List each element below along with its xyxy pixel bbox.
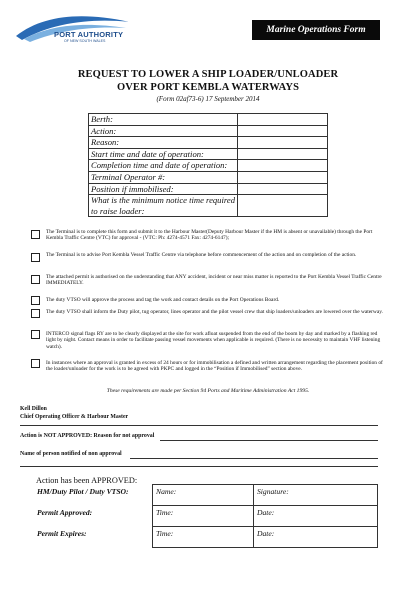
condition-text-7: In instances where an approval is granted in excess of 24 hours or for immobilisation a defined and written arrangement regarding the placement position of the loader/unloader for the work is to be agreed with PKPC and logged in the “Position if Immobilised” section above. bbox=[46, 360, 383, 373]
field-label-start: Start time and date of operation: bbox=[89, 148, 238, 160]
approval-label-permit-approved: Permit Approved: bbox=[37, 507, 93, 517]
approval-label-permit-expires: Permit Expires: bbox=[37, 528, 87, 538]
section-divider-2 bbox=[20, 466, 378, 467]
field-value-notice-time[interactable] bbox=[238, 195, 328, 217]
request-details-table bbox=[88, 113, 328, 217]
condition-text-2: The Terminal is to advise Port Kembla Vessel Traffic Centre via telephone before commencement of the action and on completion of the action. bbox=[46, 252, 357, 258]
permit-expires-time-field[interactable]: Time: bbox=[153, 527, 254, 548]
condition-text-6: INTERCO signal flags RY are to be clearly displayed at the site for work afloat suspended from the end of the boom by day and marked by a flashing red light by night. Contact means in order to facilitate passing vessel movements when applicable is required. (There is no necessity to maintain VHF listening watch). bbox=[46, 331, 381, 350]
page-title-line1: REQUEST TO LOWER A SHIP LOADER/UNLOADER bbox=[77, 69, 339, 80]
legal-note: These requirements are made per Section 94 Ports and Maritime Administration Act 1995. bbox=[106, 388, 310, 394]
field-value-berth[interactable] bbox=[238, 114, 328, 126]
notified-person-label: Name of person notified of non approval bbox=[20, 451, 122, 457]
condition-checkbox-7[interactable] bbox=[31, 359, 40, 368]
condition-checkbox-3[interactable] bbox=[31, 275, 40, 284]
approval-title: Action has been APPROVED: bbox=[36, 476, 138, 485]
condition-checkbox-4[interactable] bbox=[31, 296, 40, 305]
permit-approved-time-field[interactable]: Time: bbox=[153, 506, 254, 527]
not-approved-reason-label: Action is NOT APPROVED: Reason for not approval bbox=[20, 433, 155, 439]
approval-label-hm: HM/Duty Pilot / Duty VTSO: bbox=[37, 486, 129, 496]
condition-checkbox-5[interactable] bbox=[31, 309, 40, 318]
signatory-name: Kell Dillon bbox=[20, 406, 47, 412]
field-value-terminal-operator[interactable] bbox=[238, 171, 328, 183]
field-value-reason[interactable] bbox=[238, 137, 328, 149]
field-label-terminal-operator: Terminal Operator #: bbox=[89, 171, 238, 183]
notified-person-line[interactable] bbox=[130, 458, 378, 459]
field-label-reason: Reason: bbox=[89, 137, 238, 149]
condition-text-5: The duty VTSO shall inform the Duty pilot, tug operator, lines operator and the pilot vessel crew that ship loaders/unloaders are lowered over the waterway. bbox=[46, 309, 383, 315]
condition-checkbox-6[interactable] bbox=[31, 330, 40, 339]
permit-expires-date-field[interactable]: Date: bbox=[254, 527, 378, 548]
page-title-line2: OVER PORT KEMBLA WATERWAYS bbox=[116, 82, 300, 93]
section-divider bbox=[20, 425, 378, 426]
condition-checkbox-1[interactable] bbox=[31, 230, 40, 239]
field-label-completion: Completion time and date of operation: bbox=[89, 160, 238, 172]
field-label-notice-time: What is the minimum notice time required to raise loader: bbox=[89, 195, 238, 217]
field-label-berth: Berth: bbox=[89, 114, 238, 126]
approval-signature-field[interactable]: Signature: bbox=[254, 485, 378, 506]
not-approved-reason-line[interactable] bbox=[160, 440, 378, 441]
condition-text-1: The Terminal is to complete this form and submit it to the Harbour Master(Deputy Harbour Master if the HM is absent or unavailable) through the Port Kembla Traffic Centre (VTC) for approval - (VTC: Ph: 4274-4571 Fax: 4274-6147); bbox=[46, 229, 373, 242]
condition-text-3: The attached permit is authorised on the understanding that ANY accident, incident or near miss matter is reported to the Port Kembla Vessel Traffic Centre IMMEDIATELY. bbox=[46, 274, 382, 287]
permit-approved-date-field[interactable]: Date: bbox=[254, 506, 378, 527]
condition-checkbox-2[interactable] bbox=[31, 253, 40, 262]
approval-name-field[interactable]: Name: bbox=[153, 485, 254, 506]
field-value-start[interactable] bbox=[238, 148, 328, 160]
field-label-position: Position if immobilised: bbox=[89, 183, 238, 195]
signatory-role: Chief Operating Officer & Harbour Master bbox=[20, 414, 129, 420]
field-label-action: Action: bbox=[89, 125, 238, 137]
field-value-position[interactable] bbox=[238, 183, 328, 195]
form-subtitle: (Form 02af73-6) 17 September 2014 bbox=[156, 95, 260, 103]
approval-table bbox=[34, 484, 378, 548]
form-type-banner: Marine Operations Form bbox=[252, 20, 380, 40]
logo-tagline: OF NEW SOUTH WALES bbox=[64, 39, 106, 43]
logo-name: PORT AUTHORITY bbox=[54, 30, 124, 39]
condition-text-4: The duty VTSO will approve the process and tag the work and contact details on the Port Operations Board. bbox=[46, 297, 280, 303]
field-value-action[interactable] bbox=[238, 125, 328, 137]
field-value-completion[interactable] bbox=[238, 160, 328, 172]
